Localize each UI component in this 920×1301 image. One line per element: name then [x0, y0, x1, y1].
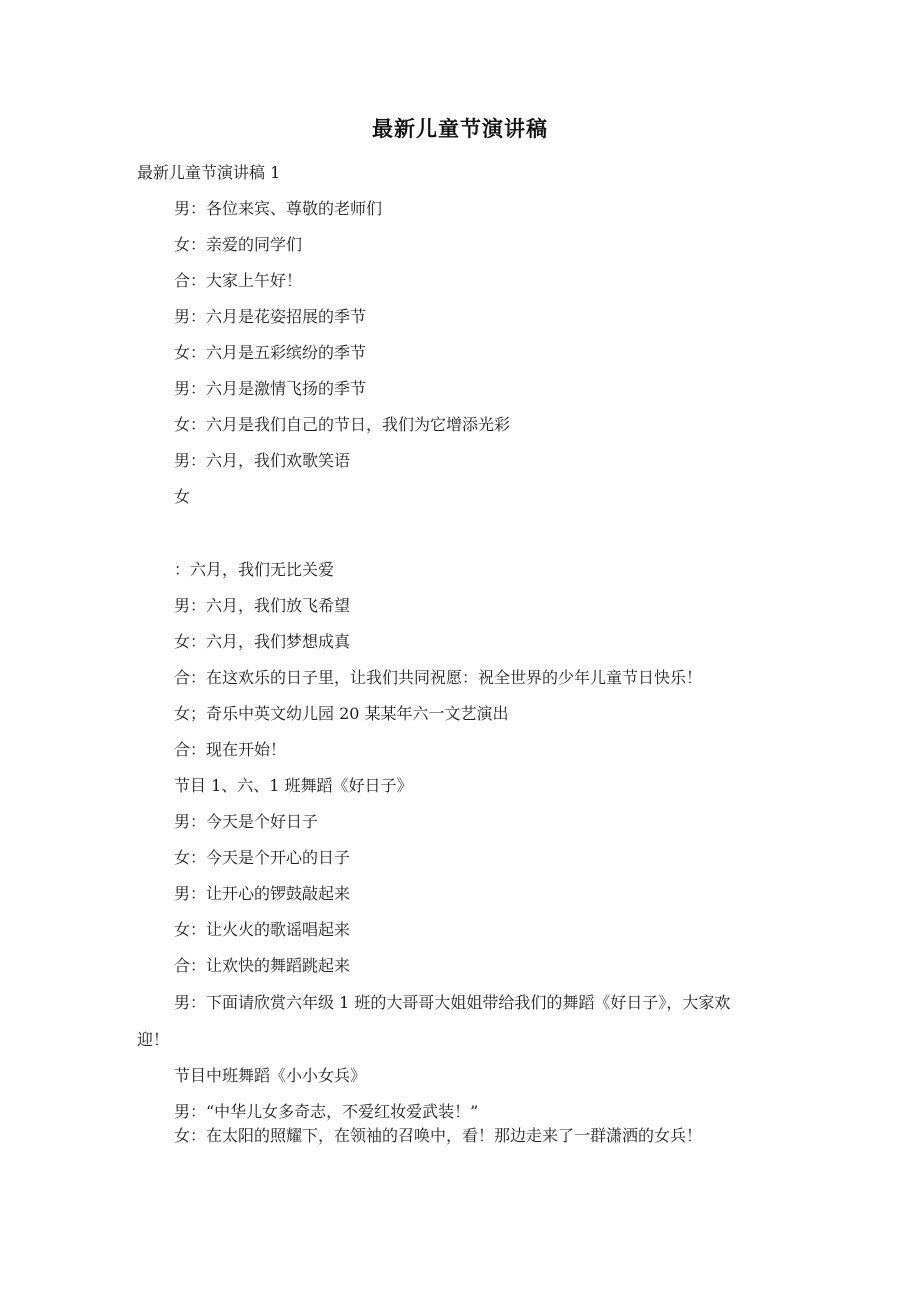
script-line: 男：今天是个好日子	[174, 812, 319, 831]
script-line: 女：亲爱的同学们	[174, 235, 303, 254]
script-line: ：六月，我们无比关爱	[174, 560, 335, 579]
script-line: 合：现在开始！	[174, 740, 287, 759]
script-line: 男：六月是花姿招展的季节	[174, 307, 367, 326]
script-line: 女：在太阳的照耀下，在领袖的召唤中，看！那边走来了一群潇洒的女兵！	[174, 1126, 703, 1145]
script-line: 女：六月，我们梦想成真	[174, 632, 351, 651]
script-line: 男：让开心的锣鼓敲起来	[174, 884, 351, 903]
document-title: 最新儿童节演讲稿	[372, 117, 548, 141]
script-line: 节目 1、六、1 班舞蹈《好日子》	[174, 776, 413, 795]
script-line: 女：六月是我们自己的节日，我们为它增添光彩	[174, 415, 511, 434]
script-line: 女：六月是五彩缤纷的季节	[174, 343, 367, 362]
script-line: 女；奇乐中英文幼儿园 20 某某年六一文艺演出	[174, 704, 509, 723]
script-line: 女：今天是个开心的日子	[174, 848, 351, 867]
script-line-continuation: 迎！	[137, 1030, 170, 1049]
script-line: 男：下面请欣赏六年级 1 班的大哥哥大姐姐带给我们的舞蹈《好日子》，大家欢	[174, 993, 731, 1012]
script-line: 合：让欢快的舞蹈跳起来	[174, 956, 351, 975]
script-line: 合：大家上午好！	[174, 271, 303, 290]
script-line: 女	[174, 487, 191, 506]
section-heading: 最新儿童节演讲稿 1	[137, 163, 281, 182]
script-line: 男：“中华儿女多奇志，不爱红妆爱武装！”	[174, 1102, 479, 1121]
script-line: 节目中班舞蹈《小小女兵》	[174, 1066, 367, 1085]
script-line: 女：让火火的歌谣唱起来	[174, 920, 351, 939]
script-line: 男：各位来宾、尊敬的老师们	[174, 199, 383, 218]
script-line: 男：六月，我们放飞希望	[174, 596, 351, 615]
script-line: 合：在这欢乐的日子里，让我们共同祝愿：祝全世界的少年儿童节日快乐！	[174, 668, 703, 687]
script-line: 男：六月是激情飞扬的季节	[174, 379, 367, 398]
script-line: 男：六月，我们欢歌笑语	[174, 451, 351, 470]
